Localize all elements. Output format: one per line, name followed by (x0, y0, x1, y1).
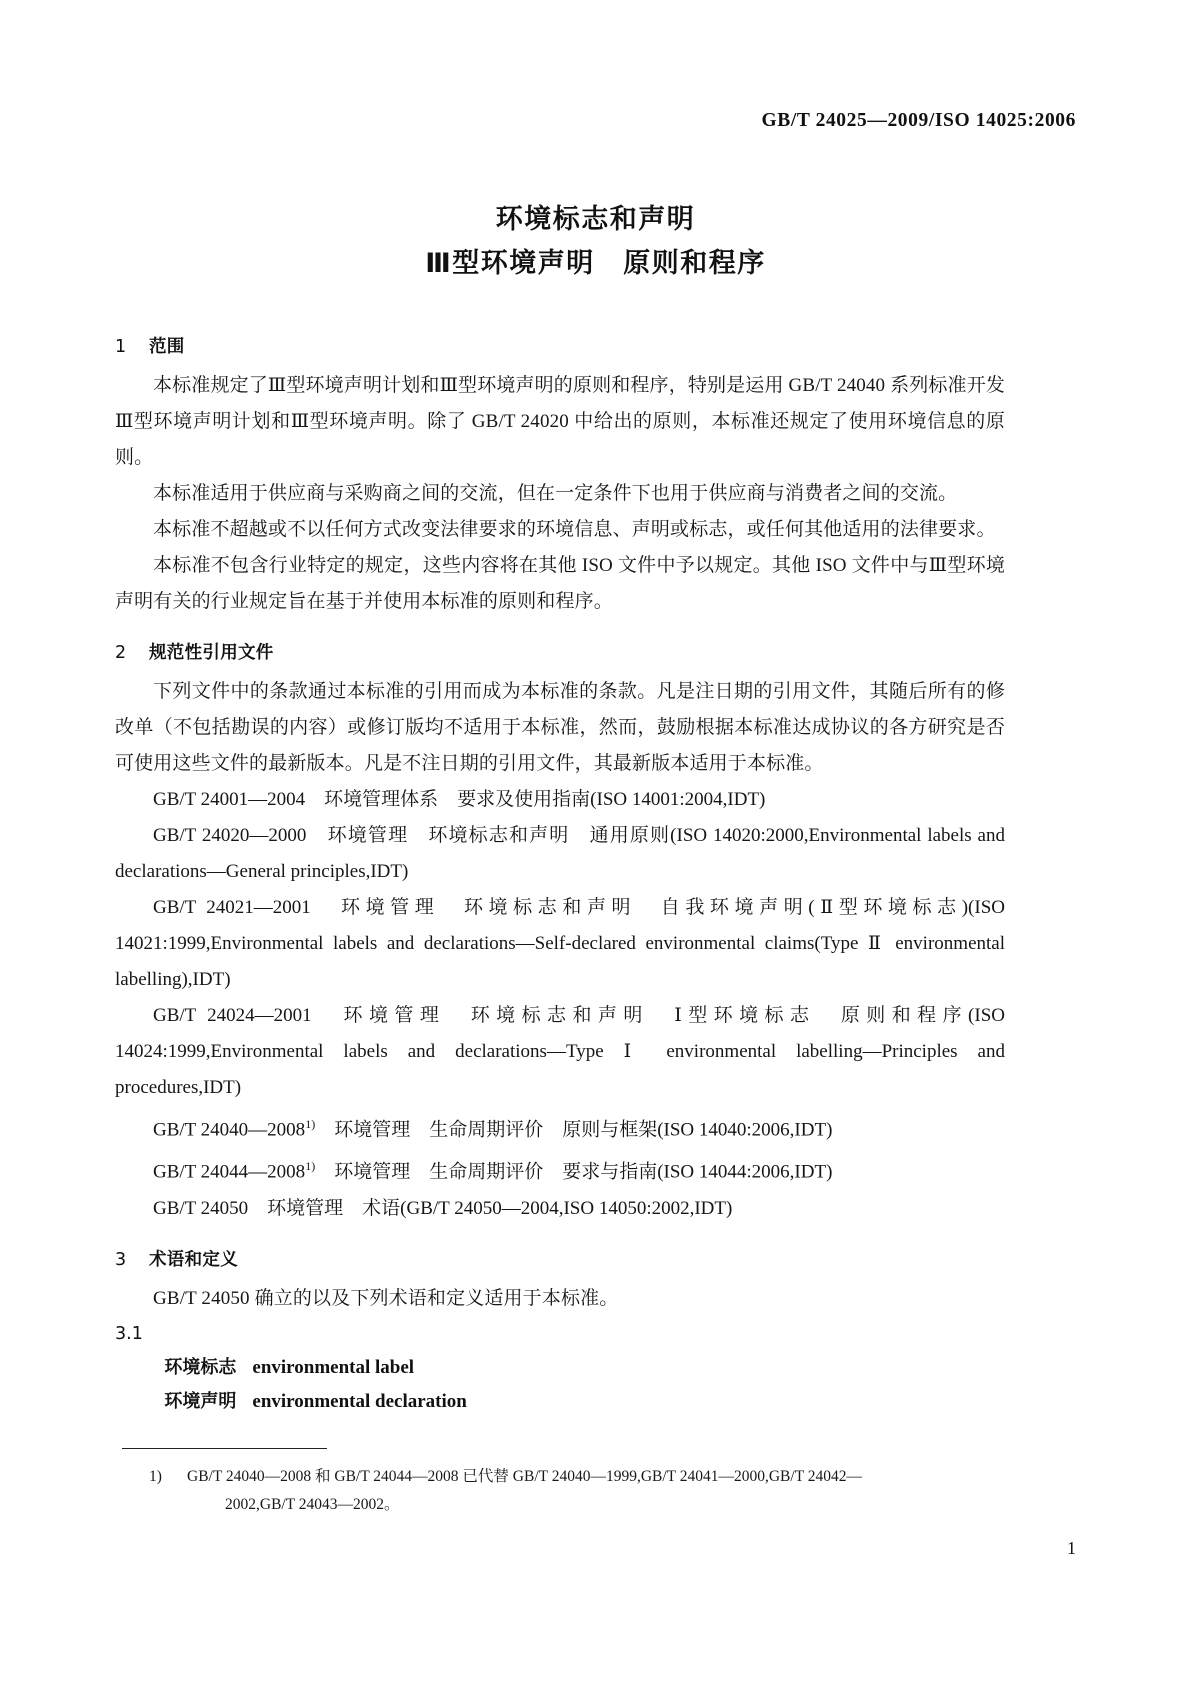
normative-reference-24040 (115, 1106, 1005, 1148)
subclause-number-3-1: 3.1 (115, 1323, 143, 1344)
clause-number-1: 1 (115, 337, 127, 357)
clause-heading-1 (115, 336, 1005, 358)
normative-reference-24020: GB/T 24020—2000 环境管理 环境标志和声明 通用原则(ISO 14020:2000,Environmental labels and declarations—General principles,IDT) (115, 825, 1005, 882)
term-chinese-environmental-declaration: 环境声明 (164, 1390, 237, 1412)
term-entry-environmental-label (115, 1351, 1005, 1385)
clause-2-paragraph-1: 下列文件中的条款通过本标准的引用而成为本标准的条款。凡是注日期的引用文件，其随后所有的修改单（不包括勘误的内容）或修订版均不适用于本标准，然而，鼓励根据本标准达成协议的各方研究是否可使用这些文件的最新版本。凡是不注日期的引用文件，其最新版本适用于本标准。 (115, 681, 1005, 774)
reference-24040-title: 环境管理 生命周期评价 原则与框架(ISO 14040:2006,IDT) (315, 1119, 833, 1141)
normative-reference-24024: GB/T 24024—2001 环境管理 环境标志和声明 Ⅰ型环境标志 原则和程序(ISO 14024:1999,Environmental labels and declarations—Type Ⅰ environmental labelling—Principles and procedures,IDT) (115, 1005, 1005, 1098)
page-number: 1 (1067, 1538, 1076, 1558)
clause-1-paragraph-3: 本标准不超越或不以任何方式改变法律要求的环境信息、声明或标志，或任何其他适用的法律要求。 (153, 519, 996, 540)
clause-title-3: 术语和定义 (149, 1249, 238, 1270)
footnote-1-marker: 1) (149, 1468, 162, 1485)
document-title-block (115, 198, 1076, 286)
footnote-area (115, 1448, 1005, 1519)
clause-heading-3 (115, 1249, 1005, 1271)
footnote-1 (149, 1463, 1005, 1519)
term-chinese-environmental-label: 环境标志 (164, 1356, 237, 1378)
term-entry-environmental-declaration (115, 1385, 1005, 1419)
normative-reference-24044 (115, 1148, 1005, 1190)
normative-reference-24021: GB/T 24021—2001 环境管理 环境标志和声明 自我环境声明(Ⅱ型环境标志)(ISO 14021:1999,Environmental labels and declarations—Self-declared environmental claims(Type Ⅱ environmental labelling),IDT) (115, 897, 1005, 990)
running-header-standard-number: GB/T 24025—2009/ISO 14025:2006 (761, 110, 1076, 131)
clause-1-paragraph-1: 本标准规定了Ⅲ型环境声明计划和Ⅲ型环境声明的原则和程序，特别是运用 GB/T 24040 系列标准开发Ⅲ型环境声明计划和Ⅲ型环境声明。除了 GB/T 24020 中给出的原则，本标准还规定了使用环境信息的原则。 (115, 375, 1005, 468)
footnote-1-line-2: 2002,GB/T 24043—2002。 (225, 1496, 400, 1513)
footnote-marker-1a: 1) (305, 1117, 316, 1131)
term-english-environmental-label: environmental label (252, 1356, 415, 1378)
normative-reference-24050: GB/T 24050 环境管理 术语(GB/T 24050—2004,ISO 14050:2002,IDT) (153, 1197, 733, 1219)
clause-1-paragraph-2: 本标准适用于供应商与采购商之间的交流，但在一定条件下也用于供应商与消费者之间的交流。 (153, 483, 958, 504)
footnote-marker-1b: 1) (305, 1159, 316, 1174)
reference-24040-designation: GB/T 24040—2008 (153, 1119, 306, 1141)
reference-24044-designation: GB/T 24044—2008 (153, 1161, 306, 1183)
clause-heading-2 (115, 642, 1005, 664)
clause-3-paragraph-1: GB/T 24050 确立的以及下列术语和定义适用于本标准。 (153, 1287, 619, 1309)
term-english-environmental-declaration: environmental declaration (252, 1390, 467, 1412)
clause-number-2: 2 (115, 643, 127, 663)
clause-title-1: 范围 (149, 337, 185, 357)
clause-number-3: 3 (115, 1249, 127, 1270)
clause-1-paragraph-4: 本标准不包含行业特定的规定，这些内容将在其他 ISO 文件中予以规定。其他 ISO 文件中与Ⅲ型环境声明有关的行业规定旨在基于并使用本标准的原则和程序。 (115, 555, 1005, 612)
document-body (115, 336, 1005, 1419)
footnote-separator-rule (122, 1448, 327, 1449)
footnote-1-line-1: GB/T 24040—2008 和 GB/T 24044—2008 已代替 GB/T 24040—1999,GB/T 24041—2000,GB/T 24042— (187, 1468, 863, 1485)
reference-24044-title: 环境管理 生命周期评价 要求与指南(ISO 14044:2006,IDT) (315, 1161, 833, 1183)
normative-reference-24001: GB/T 24001—2004 环境管理体系 要求及使用指南(ISO 14001:2004,IDT) (153, 789, 766, 810)
clause-title-2: 规范性引用文件 (149, 643, 274, 663)
document-title-line-2: Ⅲ型环境声明 原则和程序 (425, 248, 766, 279)
document-title-line-1: 环境标志和声明 (495, 204, 696, 235)
